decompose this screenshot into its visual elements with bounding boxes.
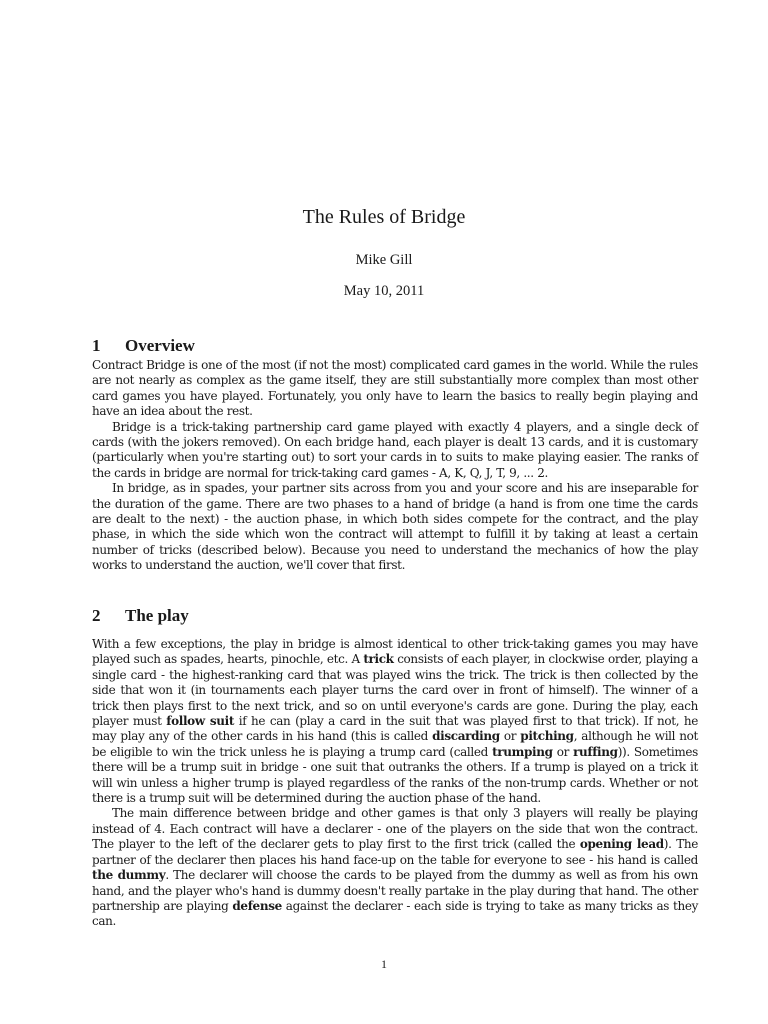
paragraph-text: . The declarer will choose the cards to be played from the dummy as well as from his own hand, and the player who's hand is dummy doesn't really partake in the play during that hand. The other partnership are playing — [92, 868, 698, 913]
paragraph-text: if he can (play a card in the suit that was played first to that trick). If not, he may play any of the other cards in his hand (this is called — [92, 714, 698, 744]
section-number: 1 — [92, 336, 101, 355]
paragraph-text: against the declarer - each side is trying to take as many tricks as they can. — [92, 898, 698, 929]
document-date: May 10, 2011 — [343, 283, 425, 299]
term-ruffing: ruffing — [573, 744, 618, 759]
term-discarding: discarding — [432, 729, 500, 744]
section-heading-the-play — [92, 606, 189, 626]
term-the-dummy: the dummy — [92, 868, 166, 883]
paragraph-text: or — [552, 744, 574, 759]
section-title: Overview — [125, 336, 195, 355]
term-trumping: trumping — [492, 744, 553, 759]
paragraph — [92, 420, 698, 482]
paragraph-text: In bridge, as in spades, your partner sits across from you and your score and his are inseparable for the duration of the game. There are two phases to a hand of bridge (a hand is from one time the cards are dealt to the next) - the auction phase, in which both sides compete for the contract, and the play phase, in which the side which won the contract will attempt to fulfill it by taking at least a certain number of tricks (described below). Because you need to understand the mechanics of how the play works to understand the auction, we'll cover that first. — [92, 481, 698, 573]
paragraph — [92, 358, 698, 420]
section-number: 2 — [92, 606, 101, 625]
paragraph-text: , although he will not be eligible to win the trick unless he is playing a trump card (called — [92, 729, 699, 759]
paragraph-text: )). Sometimes there will be a trump suit in bridge - one suit that outranks the others. If a trump is played on a trick it will win unless a higher trump is played regardless of the ranks of the non-trump cards. Whether or not there is a trump suit will be determined during the auction phase of the hand. — [92, 744, 698, 806]
term-opening-lead: opening lead — [579, 837, 664, 852]
paragraph-text: ). The partner of the declarer then places his hand face-up on the table for everyone to see - his hand is called — [92, 837, 699, 867]
term-follow-suit: follow suit — [166, 714, 235, 729]
term-pitching: pitching — [520, 729, 574, 744]
term-trick: trick — [363, 652, 394, 667]
paragraph-text: With a few exceptions, the play in bridge is almost identical to other trick-taking games you may have played such as spades, hearts, pinochle, etc. A — [92, 637, 698, 667]
section-title: The play — [125, 606, 189, 625]
section-body-overview — [92, 358, 698, 574]
document-title: The Rules of Bridge — [302, 206, 466, 228]
paragraph — [92, 637, 698, 806]
paragraph-text: The main difference between bridge and other games is that only 3 players will really be playing instead of 4. Each contract will have a declarer - one of the players on the side that won the contract. The player to the left of the declarer gets to play first to the first trick (called the — [92, 806, 698, 852]
paragraph-text: Contract Bridge is one of the most (if not the most) complicated card games in the world. While the rules are not nearly as complex as the game itself, they are still substantially more complex than most other card games you have played. Fortunately, you only have to learn the basics to really begin playing and have an idea about the rest. — [92, 358, 698, 419]
paragraph-text: consists of each player, in clockwise order, playing a single card - the highest-ranking card that was played wins the trick. The trick is then collected by the side that won it (in tournaments each player turns the card over in front of himself). The winner of a trick then plays first to the next trick, and so on until everyone's cards are gone. During the play, each player must — [92, 652, 698, 729]
paragraph-text: Bridge is a trick-taking partnership card game played with exactly 4 players, and a single deck of cards (with the jokers removed). On each bridge hand, each player is dealt 13 cards, and it is customary (particularly when you're starting out) to sort your cards in to suits to make playing easier. The ranks of the cards in bridge are normal for trick-taking card games - A, K, Q, J, T, 9, ... 2. — [92, 419, 698, 480]
document-author: Mike Gill — [355, 252, 413, 268]
paragraph — [92, 481, 698, 573]
paragraph — [92, 806, 698, 929]
page-number: 1 — [381, 957, 387, 971]
section-heading-overview — [92, 336, 195, 356]
term-defense: defense — [232, 898, 282, 913]
section-body-the-play — [92, 637, 698, 930]
paragraph-text: or — [499, 729, 521, 744]
